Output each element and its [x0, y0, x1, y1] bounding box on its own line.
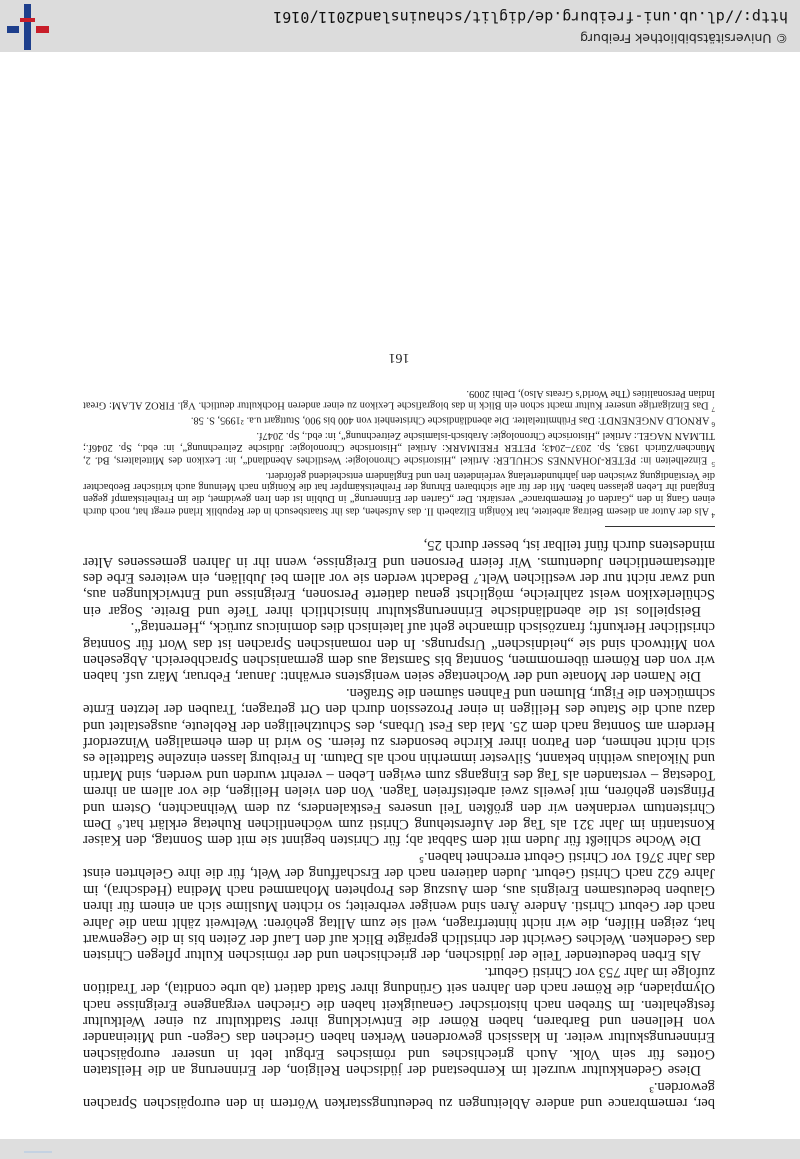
- paragraph: Die Woche schließt für Juden mit dem Sabbat ab; für Christen beginnt sie mit dem Sonntag, den Kaiser Konstantin im Jahr 321 als Tag der Auferstehung Christi zum wöchentlichen Ruhetag erklärt hat.⁶ Dem Christentum verdanken wir den größten Teil unseres Festkalenders, zu dem Weihnachten, Ostern und Pfingsten gehören, mit jeweils zwei arbeitsfreien Tagen. Von den vielen Heiligen, die vor allem an ihrem Todestag – verstanden als Tag des Eingangs zum ewigen Leben – verehrt wurden und werden, sind Martin und Nikolaus weithin bekannt, Silvester immerhin noch als Datum. In Freiburg lassen einzelne Stadtteile es sich nicht nehmen, den Patron ihrer Kirche besonders zu feiern. So wird in dem ehemaligen Winzerdorf Herdern am Sonntag nach dem 25. Mai das Fest Urbans, des Schutzheiligen der Rebleute, ausgestaltet und dazu auch die Statue des Heiligen in einer Prozession durch den Ort getragen; Trauben der letzten Ernte schmücken die Figur, Blumen und Fahnen säumen die Straßen.: [83, 684, 715, 849]
- paragraph: ber, remembrance und andere Ableitungen zu bedeutungsstarken Wörtern in den europäischen Sprachen geworden.³: [83, 1078, 715, 1111]
- viewer-header: [0, 0, 800, 52]
- ub-freiburg-logo-icon: [6, 4, 50, 50]
- footnotes: [83, 387, 715, 520]
- paragraph: Diese Gedenkkultur wurzelt im Kernbestand der jüdischen Religion, der Erinnerung an die Heilstaten Gottes für sein Volk. Auch griechisches und römisches Erbgut lebt in unserer europäischen Erinnerungskultur weiter. In klassisch gewordenen Werken haben Griechen das Gegen- und Miteinander von Hellenen und Barbaren, haben Römer die Entwicklung ihrer Stadtkultur zu einer Weltkultur festgehalten. Im Streben nach historischer Genauigkeit haben die Griechen vergangene Ereignisse nach Olympiaden, die Römer nach den Jahren seit Gründung ihrer Stadt datiert (ab urbe condita), der Tradition zufolge im Jahr 753 vor Christi Geburt.: [83, 963, 715, 1079]
- footnote-text: Einzelheiten in: PETER-JOHANNES SCHULER: Artikel „Historische Chronologie: Westliches Abendland“, in: Lexikon des Mittelalters, Bd. 2, München/Zürich 1983, Sp. 2037–2043; PETER FREIMARK: Artikel „Historische Chronologie: Jüdische Zeitrechnung“, in: ebd., Sp. 2046f.; TILMAN NAGEL: Artikel „Historische Chronologie: Arabisch-islamische Zeitrechnung“, in: ebd., Sp. 2047f.: [83, 430, 715, 466]
- footnote-number: 7: [711, 405, 715, 414]
- viewer-bottom-bar: [0, 1139, 800, 1159]
- copyright-notice: © Universitätsbibliothek Freiburg: [580, 31, 788, 46]
- footnote-text: Als der Autor an diesem Beitrag arbeitete, hat Königin Elizabeth II. das Aufsehen, das ihr Staatsbesuch in der Republik Irland erregt hat, noch durch einen Gang in den „Garden of Remembrance“ verstärkt. Der „Garten der Erinnerung“ in Dublin ist den Iren gewidmet, die im Freiheitskampf gegen England ihr Leben gelassen haben. Mit der für alle sichtbaren Ehrung der Freiheitskämpfer hat die Königin nach Meinung auch kritischer Beobachter die Verständigung zwischen den jahrhundertelang verfeindeten Iren und Engländern entscheidend gefördert.: [83, 469, 715, 517]
- permalink-url[interactable]: http://dl.ub.uni-freiburg.de/diglit/schauinsland2011/0161: [273, 8, 788, 26]
- footnote: [83, 430, 715, 469]
- body-text: [83, 537, 715, 1111]
- footnote-number: 6: [711, 420, 715, 429]
- footnote-number: 5: [711, 459, 715, 468]
- footnote-number: 4: [711, 510, 715, 519]
- footnote: [83, 414, 715, 429]
- footnote-text: Das Einzigartige unserer Kultur macht schon ein Blick in das biografische Lexikon zu einer anderen Hochkultur deutlich. Vgl. FIROZ ALAM: Great Indian Personalities (The World’s Greats Also), Delhi 2009.: [83, 387, 715, 411]
- page-number: 161: [388, 349, 410, 365]
- footnote-separator: [605, 526, 715, 527]
- scanned-page: [83, 349, 715, 1111]
- page-nav-indicator[interactable]: [24, 1148, 52, 1153]
- footnote-text: ARNOLD ANGENENDT: Das Frühmittelalter. Die abendländische Christenheit von 400 bis 900, Stuttgart u.a. ²1995, S. 58.: [190, 415, 710, 427]
- paragraph: Als Erben bedeutender Teile der jüdischen, der griechischen und der römischen Kultur pflegen Christen das Gedenken. Welches Gewicht der christlich geprägte Blick auf den Lauf der Zeiten bis in die Gegenwart hat, zeigen Hilfen, die wir nicht hinterfragen, weil sie zum Alltag gehören: Weltweit zählt man die Jahre nach der Geburt Christi. Andere Ären sind weniger verbreitet; so richten Muslime sich an einem für ihren Glauben bedeutsamen Ereignis aus, dem Auszug des Propheten Mohammed nach Medina (Hedschra), im Jahre 622 nach Christi Geburt. Juden datieren nach der Erschaffung der Welt, für die ihre Gelehrten einst das Jahr 3761 vor Christi Geburt errechnet haben.⁵: [83, 848, 715, 964]
- paragraph: Die Namen der Monate und der Wochentage seien wenigstens erwähnt: Januar, Februar, März usf. haben wir von den Römern übernommen, Sonntag bis Samstag aus dem germanischen Sprachbereich. Abgesehen von Mittwoch sind sie „heidnischen“ Ursprungs. In den romanischen Sprachen ist das Wort für Sonntag christlicher Herkunft; französisch dimanche geht auf lateinisch dies dominicus zurück, „Herrentag“.: [83, 619, 715, 685]
- paragraph: Beispiellos ist die abendländische Erinnerungskultur hinsichtlich ihrer Tiefe und Breite. Sogar ein Schülerlexikon weist zahlreiche, möglichst genau datierte Personen, Ereignisse und Entwicklungen aus, und zwar nicht nur der westlichen Welt.⁷ Bedacht werden sie vor allem bei Jubiläen, ein weiteres Erbe des alttestamentlichen Judentums. Wir feiern Personen und Ereignisse, wenn ihr in Jahren gemessenes Alter mindestens durch fünf teilbar ist, besser durch 25,: [83, 537, 715, 619]
- footnote: [83, 387, 715, 414]
- footnote: [83, 469, 715, 520]
